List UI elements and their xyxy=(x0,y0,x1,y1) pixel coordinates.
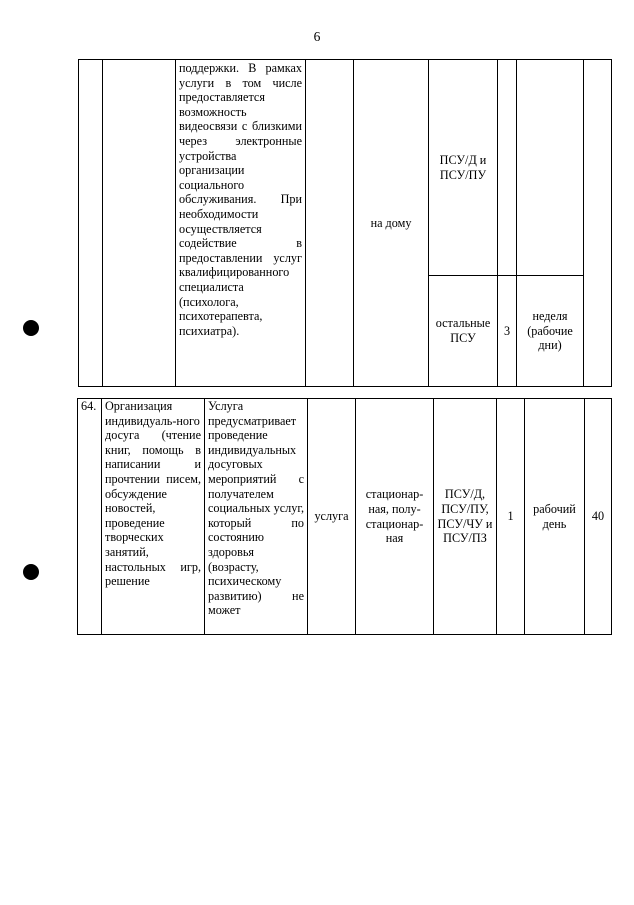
service-description-cell: поддержки. В рамках услуги в том числе предоставляется возможность видеосвязи с близкими через электронные устройства организации социального обслуживания. При необходимости осуществляется содействие в предоставлении услуг квалифицированного специалиста (психолога, психотерапевта, психиатра). xyxy=(176,60,306,387)
unit-cell: услуга xyxy=(308,399,356,635)
minutes-cell: 40 xyxy=(585,399,612,635)
punch-hole-mark-top xyxy=(23,320,39,336)
service-64-table xyxy=(77,398,612,635)
count-cell xyxy=(498,60,517,276)
name-cell-empty xyxy=(103,60,176,387)
service-form-cell: стационар-ная, полу-стационар-ная xyxy=(356,399,434,635)
period-cell: неделя (рабочие дни) xyxy=(517,276,584,387)
row-number-cell: 64. xyxy=(78,399,102,635)
recipient-category-cell: остальные ПСУ xyxy=(429,276,498,387)
recipient-category-cell: ПСУ/Д и ПСУ/ПУ xyxy=(429,60,498,276)
continuation-table xyxy=(78,59,612,387)
period-cell xyxy=(517,60,584,276)
page-number: 6 xyxy=(313,29,321,44)
punch-hole-mark-bottom xyxy=(23,564,39,580)
unit-cell-empty xyxy=(306,60,354,387)
recipient-category-cell: ПСУ/Д, ПСУ/ПУ, ПСУ/ЧУ и ПСУ/ПЗ xyxy=(434,399,497,635)
number-cell-empty xyxy=(79,60,103,387)
count-cell: 1 xyxy=(497,399,525,635)
service-description-cell: Услуга предусматривает проведение индивидуальных досуговых мероприятий с получателем социальных услуг, который по состоянию здоровья (возрасту, психическому развитию) не может xyxy=(205,399,308,635)
minutes-cell-empty xyxy=(584,60,612,387)
count-cell: 3 xyxy=(498,276,517,387)
service-name-cell: Организация индивидуаль-ного досуга (чтение книг, помощь в написании и прочтении писем, обсуждение новостей, проведение творческих занятий, настольных игр, решение xyxy=(102,399,205,635)
service-form-cell: на дому xyxy=(354,60,429,387)
period-cell: рабочий день xyxy=(525,399,585,635)
